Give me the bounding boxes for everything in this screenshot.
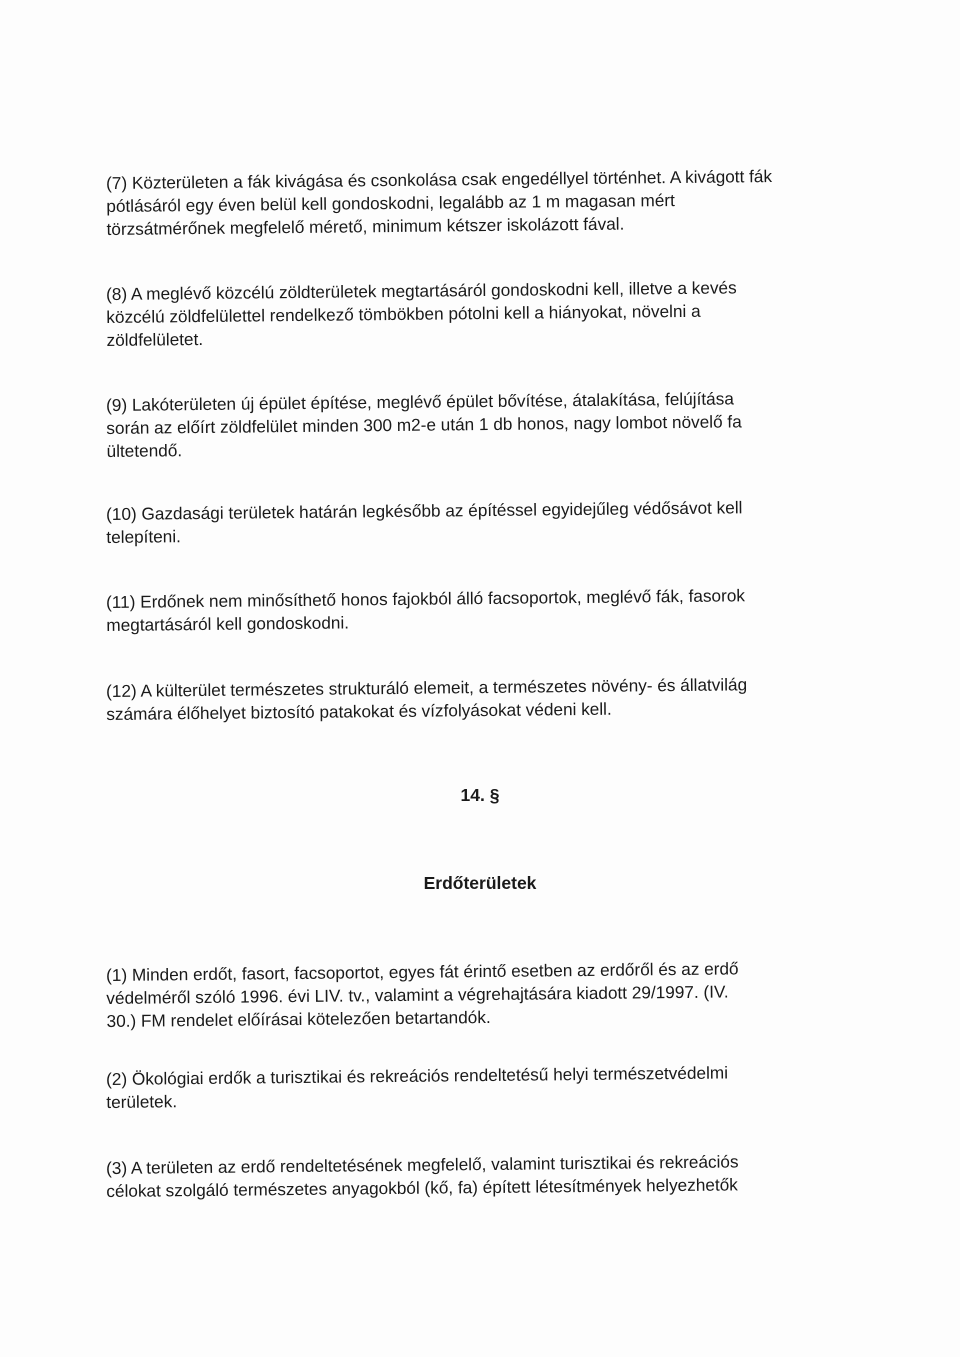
paragraph-line: (11) Erdőnek nem minősíthető honos fajokból álló facsoportok, meglévő fák, fasorok	[106, 585, 746, 612]
paragraph-line: során az előírt zöldfelület minden 300 m2-e után 1 db honos, nagy lombot növelő fa	[106, 411, 742, 438]
paragraph-7	[106, 164, 827, 241]
paragraph-line: ültetendő.	[106, 440, 183, 461]
paragraph-line: (3) A területen az erdő rendeltetésének megfelelő, valamint turisztikai és rekreációs	[106, 1151, 739, 1178]
paragraph-line: (1) Minden erdőt, fasort, facsoportot, egyes fát érintő esetben az erdőről és az erdő	[106, 958, 739, 985]
paragraph-8	[106, 275, 827, 352]
section-title: Erdőterületek	[423, 873, 537, 893]
paragraph-line: törzsátmérőnek megfelelő mérető, minimum kétszer iskolázott fával.	[106, 213, 625, 239]
section-number: 14. §	[460, 785, 500, 805]
paragraph-line: védelméről szóló 1996. évi LIV. tv., valamint a végrehajtására kiadott 29/1997. (IV.	[106, 981, 729, 1008]
paragraph-12	[106, 672, 826, 726]
paragraph-line: (2) Ökológiai erdők a turisztikai és rekreációs rendeltetésű helyi természetvédelmi	[106, 1062, 729, 1089]
paragraph-line: megtartásáról kell gondoskodni.	[106, 612, 350, 635]
paragraph-10	[106, 495, 826, 549]
paragraph-line: 30.) FM rendelet előírásai kötelezően betartandók.	[106, 1006, 491, 1031]
paragraph-11	[106, 583, 826, 637]
paragraph-line: pótlásáról egy éven belül kell gondoskodni, legalább az 1 m magasan mért	[106, 190, 675, 216]
paragraph-line: számára élőhelyet biztosító patakokat és vízfolyásokat védeni kell.	[106, 698, 612, 724]
paragraph-line: (12) A külterület természetes strukturáló elemeit, a természetes növény- és állatvilág	[106, 674, 748, 701]
paragraph-line: (10) Gazdasági területek határán legkésőbb az építéssel egyidejűleg védősávot kell	[106, 497, 743, 524]
paragraph-line: (8) A meglévő közcélú zöldterületek megtartásáról gondoskodni kell, illetve a kevés	[106, 277, 737, 304]
paragraph-1	[106, 956, 827, 1033]
paragraph-3	[106, 1149, 826, 1203]
paragraph-line: zöldfelületet.	[106, 328, 204, 350]
paragraph-line: területek.	[106, 1091, 178, 1112]
paragraph-line: célokat szolgáló természetes anyagokból (kő, fa) épített létesítmények helyezhetők	[106, 1174, 738, 1201]
paragraph-9	[106, 386, 827, 463]
paragraph-line: közcélú zöldfelülettel rendelkező tömbökben pótolni kell a hiányokat, növelni a	[106, 300, 701, 327]
paragraph-line: telepíteni.	[106, 526, 182, 547]
paragraph-2	[106, 1060, 826, 1114]
paragraph-line: (9) Lakóterületen új épület építése, meglévő épület bővítése, átalakítása, felújítása	[106, 388, 734, 415]
paragraph-line: (7) Közterületen a fák kivágása és csonkolása csak engedéllyel történhet. A kivágott fák	[106, 166, 773, 193]
